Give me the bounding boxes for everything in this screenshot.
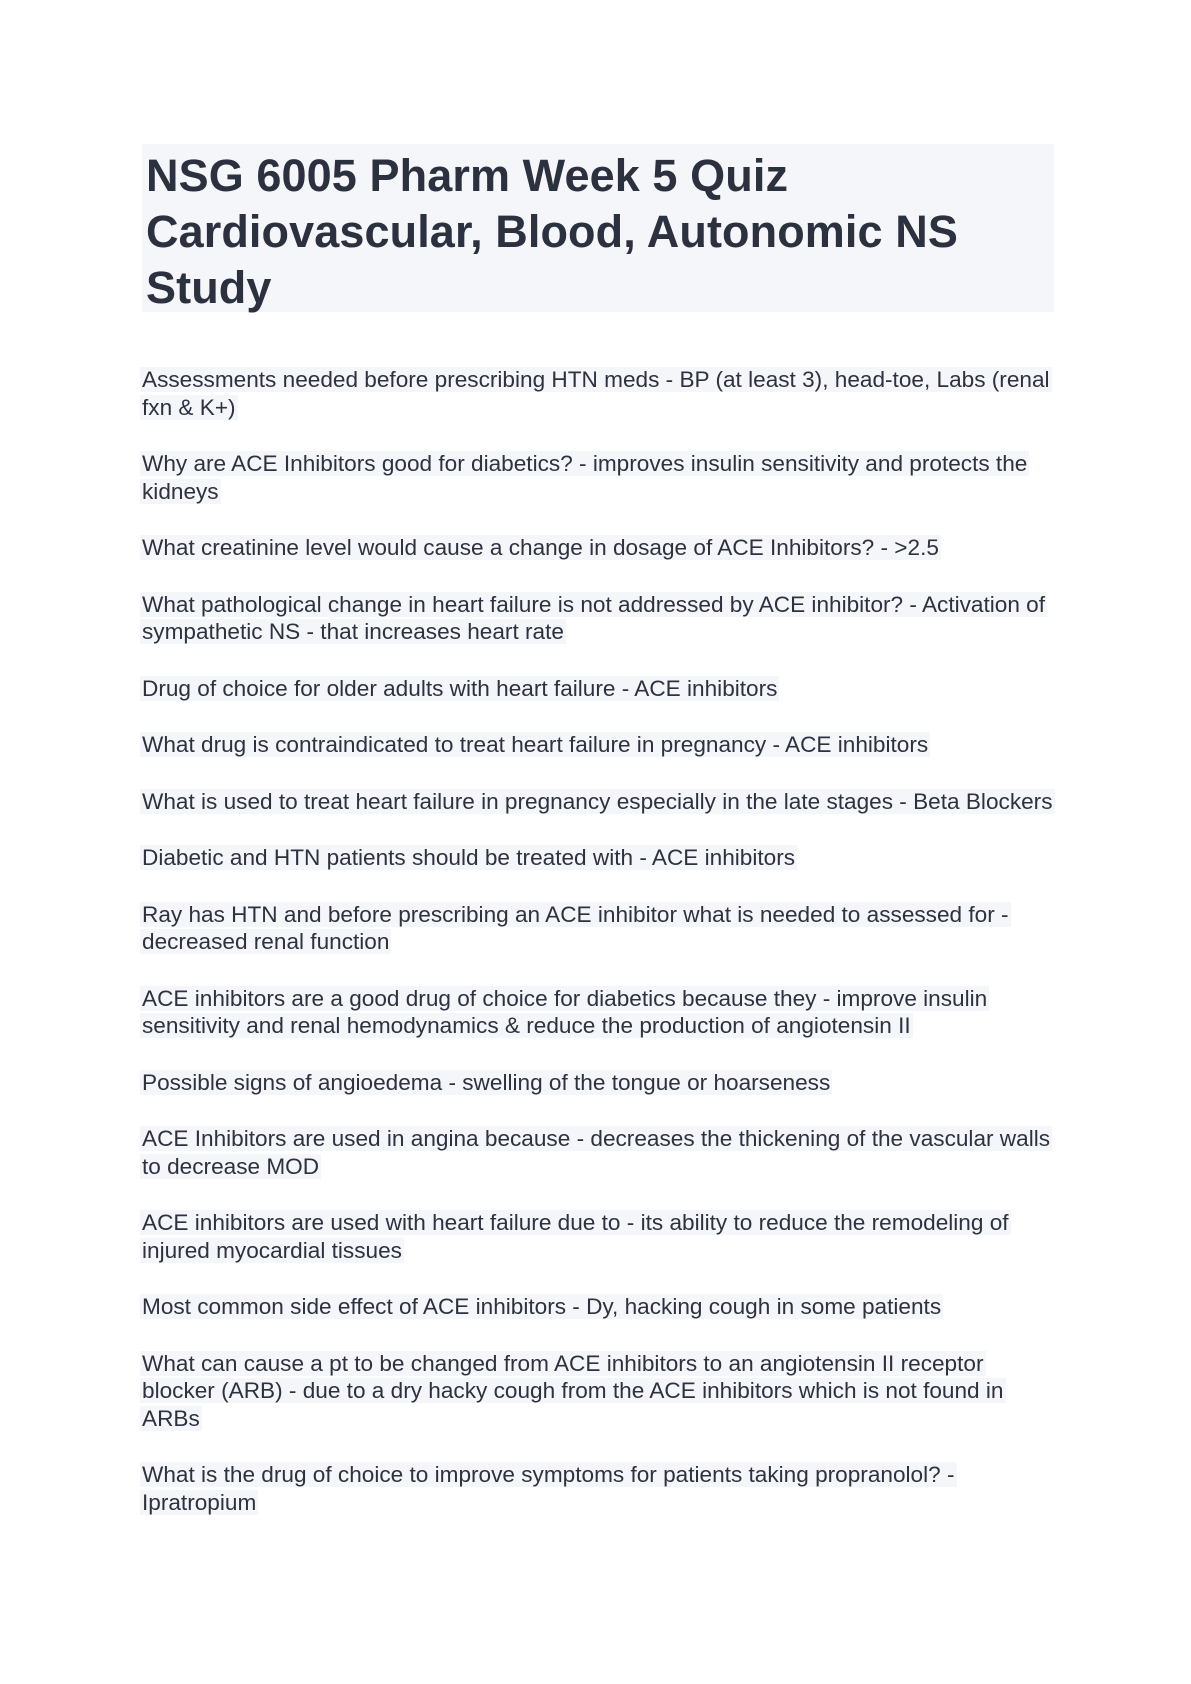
qa-item	[142, 1069, 1062, 1097]
qa-item	[142, 675, 1062, 703]
qa-item-text: What is the drug of choice to improve symptoms for patients taking propranolol? - Ipratropium	[142, 1462, 955, 1515]
qa-item-text: Diabetic and HTN patients should be treated with - ACE inhibitors	[142, 845, 796, 870]
qa-item-text: ACE Inhibitors are used in angina because - decreases the thickening of the vascular walls to decrease MOD	[142, 1126, 1051, 1179]
qa-item	[142, 901, 1062, 956]
qa-item-text: What is used to treat heart failure in pregnancy especially in the late stages - Beta Blockers	[142, 788, 1053, 814]
qa-item	[142, 1293, 1062, 1321]
qa-item	[142, 731, 1062, 759]
qa-item-text: ACE inhibitors are a good drug of choice for diabetics because they - improve insulin sensitivity and renal hemodynamics & reduce the production of angiotensin II	[142, 985, 988, 1038]
qa-item	[142, 1461, 1062, 1516]
title-block	[142, 144, 1054, 312]
qa-item	[142, 1350, 1062, 1433]
qa-item	[142, 450, 1062, 505]
qa-item	[142, 844, 1062, 872]
qa-list	[142, 366, 1062, 1545]
qa-item-text: What can cause a pt to be changed from ACE inhibitors to an angiotensin II receptor blocker (ARB) - due to a dry hacky cough from the ACE inhibitors which is not found in ARBs	[142, 1350, 1004, 1431]
qa-item	[142, 366, 1062, 421]
qa-item	[142, 534, 1062, 562]
qa-item	[142, 1125, 1062, 1180]
qa-item-text: Most common side effect of ACE inhibitors - Dy, hacking cough in some patients	[142, 1294, 942, 1319]
qa-item	[142, 788, 1062, 816]
qa-item-text: Ray has HTN and before prescribing an ACE inhibitor what is needed to assessed for - decreased renal function	[142, 901, 1009, 954]
qa-item-text: What creatinine level would cause a change in dosage of ACE Inhibitors? - >2.5	[142, 535, 939, 560]
qa-item	[142, 591, 1062, 646]
qa-item-text: ACE inhibitors are used with heart failure due to - its ability to reduce the remodeling of injured myocardial tissues	[142, 1210, 1009, 1263]
qa-item	[142, 985, 1062, 1040]
qa-item-text: Why are ACE Inhibitors good for diabetics? - improves insulin sensitivity and protects the kidneys	[142, 451, 1028, 504]
qa-item-text: Possible signs of angioedema - swelling of the tongue or hoarseness	[142, 1069, 831, 1095]
qa-item-text: What pathological change in heart failure is not addressed by ACE inhibitor? - Activation of sympathetic NS - that increases heart rate	[142, 591, 1046, 644]
qa-item-text: What drug is contraindicated to treat heart failure in pregnancy - ACE inhibitors	[142, 732, 929, 757]
qa-item	[142, 1209, 1062, 1264]
qa-item-text: Assessments needed before prescribing HTN meds - BP (at least 3), head-toe, Labs (renal fxn & K+)	[142, 367, 1050, 420]
document-title: NSG 6005 Pharm Week 5 Quiz Cardiovascular, Blood, Autonomic NS Study	[146, 150, 958, 313]
qa-item-text: Drug of choice for older adults with heart failure - ACE inhibitors	[142, 675, 778, 701]
